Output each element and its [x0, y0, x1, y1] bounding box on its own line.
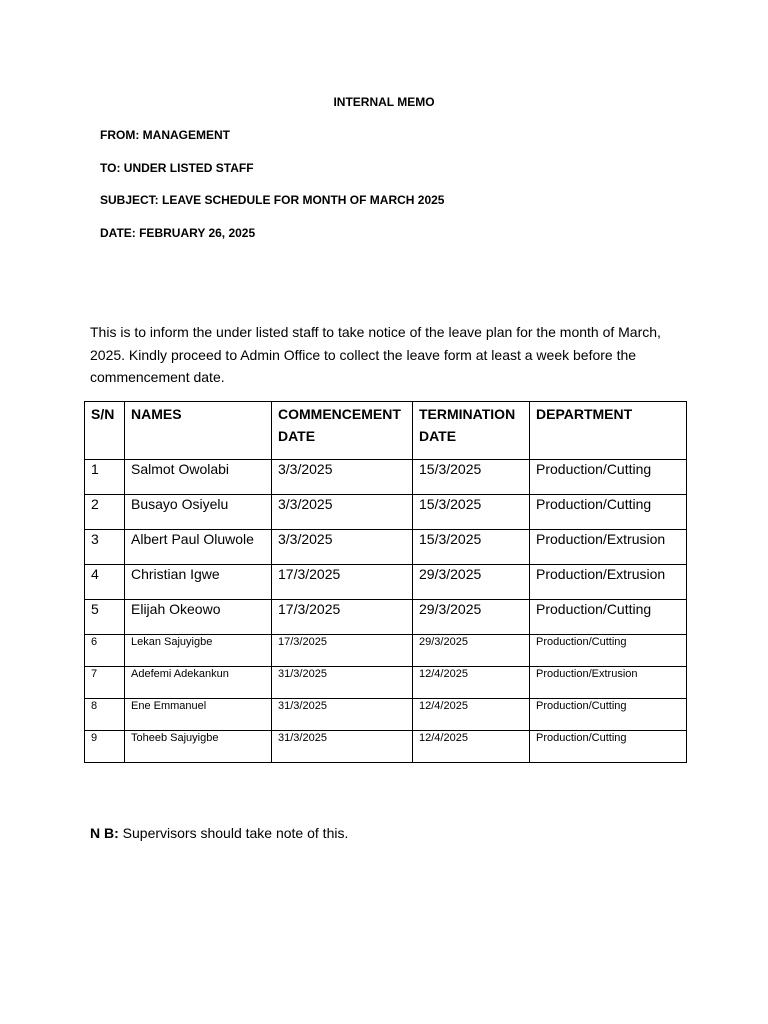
header-names: NAMES — [125, 402, 272, 460]
cell-commencement: 31/3/2025 — [272, 667, 413, 699]
cell-termination: 29/3/2025 — [413, 565, 530, 600]
cell-name: Christian Igwe — [125, 565, 272, 600]
cell-department: Production/Cutting — [530, 600, 687, 635]
cell-sn: 4 — [85, 565, 125, 600]
cell-department: Production/Cutting — [530, 699, 687, 731]
cell-commencement: 3/3/2025 — [272, 495, 413, 530]
cell-department: Production/Extrusion — [530, 565, 687, 600]
cell-sn: 3 — [85, 530, 125, 565]
header-termination-date: TERMINATION DATE — [413, 402, 530, 460]
cell-sn: 6 — [85, 635, 125, 667]
table-row — [85, 530, 687, 565]
cell-name: Elijah Okeowo — [125, 600, 272, 635]
table-row — [85, 731, 687, 763]
memo-title: INTERNAL MEMO — [333, 95, 435, 109]
cell-department: Production/Extrusion — [530, 667, 687, 699]
cell-sn: 2 — [85, 495, 125, 530]
cell-name: Lekan Sajuyigbe — [125, 635, 272, 667]
cell-commencement: 17/3/2025 — [272, 600, 413, 635]
cell-sn: 1 — [85, 460, 125, 495]
cell-termination: 12/4/2025 — [413, 667, 530, 699]
table-row — [85, 460, 687, 495]
memo-intro-paragraph: This is to inform the under listed staff to take notice of the leave plan for the month of March, 2025. Kindly proceed to Admin Office to collect the leave form at least a week before the commencement date. — [90, 324, 661, 385]
cell-department: Production/Cutting — [530, 635, 687, 667]
table-row — [85, 600, 687, 635]
table-row — [85, 699, 687, 731]
cell-commencement: 17/3/2025 — [272, 565, 413, 600]
cell-sn: 5 — [85, 600, 125, 635]
cell-commencement: 3/3/2025 — [272, 460, 413, 495]
cell-commencement: 31/3/2025 — [272, 699, 413, 731]
table-row — [85, 565, 687, 600]
cell-name: Busayo Osiyelu — [125, 495, 272, 530]
cell-sn: 7 — [85, 667, 125, 699]
header-commencement-date: COMMENCEMENT DATE — [272, 402, 413, 460]
memo-to: TO: UNDER LISTED STAFF — [100, 161, 254, 175]
nb-label: N B: — [90, 825, 119, 841]
cell-name: Salmot Owolabi — [125, 460, 272, 495]
cell-name: Albert Paul Oluwole — [125, 530, 272, 565]
cell-termination: 29/3/2025 — [413, 600, 530, 635]
cell-termination: 29/3/2025 — [413, 635, 530, 667]
cell-termination: 12/4/2025 — [413, 731, 530, 763]
nb-text: Supervisors should take note of this. — [118, 825, 349, 841]
cell-department: Production/Cutting — [530, 731, 687, 763]
table-row — [85, 495, 687, 530]
memo-date: DATE: FEBRUARY 26, 2025 — [100, 226, 256, 240]
memo-from: FROM: MANAGEMENT — [100, 128, 230, 142]
cell-name: Adefemi Adekankun — [125, 667, 272, 699]
leave-schedule-table — [84, 401, 687, 763]
cell-name: Toheeb Sajuyigbe — [125, 731, 272, 763]
memo-subject: SUBJECT: LEAVE SCHEDULE FOR MONTH OF MARCH 2025 — [100, 193, 445, 207]
table-header-row — [85, 402, 687, 460]
nb-note — [90, 825, 348, 841]
cell-termination: 12/4/2025 — [413, 699, 530, 731]
table-row — [85, 635, 687, 667]
header-department: DEPARTMENT — [530, 402, 687, 460]
cell-commencement: 3/3/2025 — [272, 530, 413, 565]
cell-termination: 15/3/2025 — [413, 530, 530, 565]
cell-department: Production/Cutting — [530, 460, 687, 495]
cell-termination: 15/3/2025 — [413, 495, 530, 530]
cell-department: Production/Cutting — [530, 495, 687, 530]
cell-sn: 9 — [85, 731, 125, 763]
cell-commencement: 31/3/2025 — [272, 731, 413, 763]
cell-sn: 8 — [85, 699, 125, 731]
cell-commencement: 17/3/2025 — [272, 635, 413, 667]
table-row — [85, 667, 687, 699]
cell-termination: 15/3/2025 — [413, 460, 530, 495]
header-sn: S/N — [85, 402, 125, 460]
cell-name: Ene Emmanuel — [125, 699, 272, 731]
cell-department: Production/Extrusion — [530, 530, 687, 565]
